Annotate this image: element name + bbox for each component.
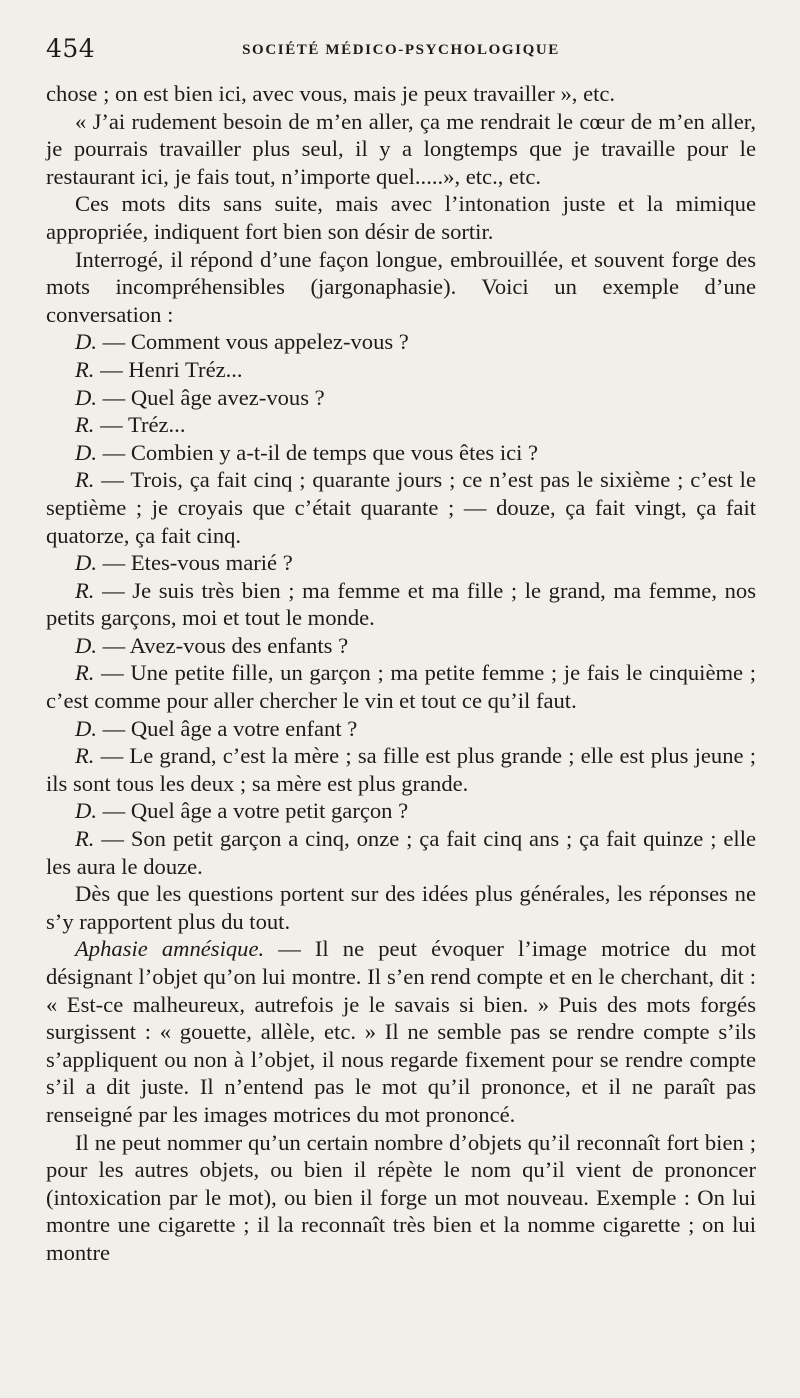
dialogue-text: — Henri Tréz... — [100, 356, 243, 382]
paragraph — [46, 935, 756, 1128]
dialogue-line — [46, 797, 756, 825]
speaker-label: R. — [75, 577, 95, 603]
dialogue-line — [46, 356, 756, 384]
dialogue-text: — Tréz... — [100, 412, 186, 438]
paragraph-text: « J’ai rudement besoin de m’en aller, ça me rendrait le cœur de m’en aller, je pourrais travailler plus seul, il y a longtemps que je travaille pour le restaurant ici, je fais tout, n’importe quel.....», etc., etc. — [46, 108, 756, 189]
speaker-label: D. — [75, 439, 97, 465]
speaker-label: D. — [75, 715, 97, 741]
dialogue-line — [46, 577, 756, 632]
paragraph-text: — Il ne peut évoquer l’image motrice du mot désignant l’objet qu’on lui montre. Il s’en rend compte et en le cherchant, dit : « Est-ce malheureux, autrefois je le savais si bien. » Puis des mots forgés surgissent : « gouette, allèle, etc. » Il ne semble pas se rendre compte s’ils s’appliquent ou non à l’objet, il nous regarde fixement pour se rendre compte s’il a dit juste. Il n’entend pas le mot qu’il prononce, et il ne paraît pas renseigné par les images motrices du mot prononcé. — [46, 936, 756, 1127]
dialogue-line — [46, 742, 756, 797]
dialogue-text: — Son petit garçon a cinq, onze ; ça fait cinq ans ; ça fait quinze ; elle les aura le douze. — [46, 826, 756, 879]
dialogue-text: — Quel âge a votre petit garçon ? — [102, 798, 409, 824]
speaker-label: D. — [75, 798, 97, 824]
dialogue-text: — Avez-vous des enfants ? — [102, 632, 349, 658]
dialogue-line — [46, 466, 756, 549]
dialogue-line — [46, 715, 756, 743]
dialogue-line — [46, 632, 756, 660]
dialogue-text: — Quel âge avez-vous ? — [102, 384, 325, 410]
dialogue-line — [46, 411, 756, 439]
dialogue-text: — Combien y a-t-il de temps que vous êtes ici ? — [102, 439, 539, 465]
body-text — [46, 80, 756, 1267]
paragraph-text: Interrogé, il répond d’une façon longue, embrouillée, et souvent forge des mots incompréhensibles (jargonaphasie). Voici un exemple d’une conversation : — [46, 246, 756, 327]
paragraph-text: Dès que les questions portent sur des idées plus générales, les réponses ne s’y rapportent plus du tout. — [46, 881, 756, 934]
dialogue-text: — Comment vous appelez-vous ? — [102, 329, 409, 355]
speaker-label: R. — [75, 743, 95, 769]
paragraph — [46, 246, 756, 329]
page-header — [46, 34, 756, 64]
dialogue-line — [46, 549, 756, 577]
paragraph-text: chose ; on est bien ici, avec vous, mais je peux travailler », etc. — [46, 81, 616, 106]
speaker-label: D. — [75, 632, 97, 658]
dialogue-text: — Je suis très bien ; ma femme et ma fille ; le grand, ma femme, nos petits garçons, moi et tout le monde. — [46, 577, 756, 631]
speaker-label: R. — [75, 660, 95, 686]
dialogue-text: — Le grand, c’est la mère ; sa fille est plus grande ; elle est plus jeune ; ils sont tous les deux ; sa mère est plus grande. — [46, 743, 756, 796]
running-title: SOCIÉTÉ MÉDICO-PSYCHOLOGIQUE — [242, 42, 560, 58]
paragraph — [46, 80, 756, 108]
dialogue-line — [46, 328, 756, 356]
speaker-label: R. — [75, 412, 95, 438]
section-lead: Aphasie amnésique. — [75, 936, 265, 962]
dialogue-line — [46, 659, 756, 714]
speaker-label: D. — [75, 384, 97, 410]
speaker-label: D. — [75, 329, 97, 355]
paragraph-text: Ces mots dits sans suite, mais avec l’intonation juste et la mimique appropriée, indiquent fort bien son désir de sortir. — [46, 191, 756, 244]
dialogue-line — [46, 825, 756, 880]
paragraph — [46, 1129, 756, 1267]
speaker-label: R. — [75, 826, 95, 852]
dialogue-text: — Etes-vous marié ? — [102, 550, 293, 576]
speaker-label: R. — [75, 356, 95, 382]
paragraph — [46, 190, 756, 245]
paragraph-text: Il ne peut nommer qu’un certain nombre d’objets qu’il reconnaît fort bien ; pour les autres objets, ou bien il répète le nom qu’il vient de prononcer (intoxication par le mot), ou bien il forge un mot nouveau. Exemple : On lui montre une cigarette ; il la reconnaît très bien et la nomme cigarette ; on lui montre — [46, 1129, 756, 1265]
paragraph — [46, 108, 756, 191]
dialogue-text: — Quel âge a votre enfant ? — [102, 715, 358, 741]
dialogue-text: — Une petite fille, un garçon ; ma petite femme ; je fais le cinquième ; c’est comme pour aller chercher le vin et tout ce qu’il faut. — [46, 660, 756, 714]
page-number: 454 — [46, 34, 96, 63]
dialogue-line — [46, 439, 756, 467]
speaker-label: D. — [75, 550, 97, 576]
speaker-label: R. — [75, 467, 95, 493]
dialogue-text: — Trois, ça fait cinq ; quarante jours ; ce n’est pas le sixième ; c’est le septième ; je croyais que c’était quarante ; — douze, ça fait vingt, ça fait quatorze, ça fait cinq. — [46, 467, 756, 548]
dialogue-line — [46, 384, 756, 412]
paragraph — [46, 880, 756, 935]
